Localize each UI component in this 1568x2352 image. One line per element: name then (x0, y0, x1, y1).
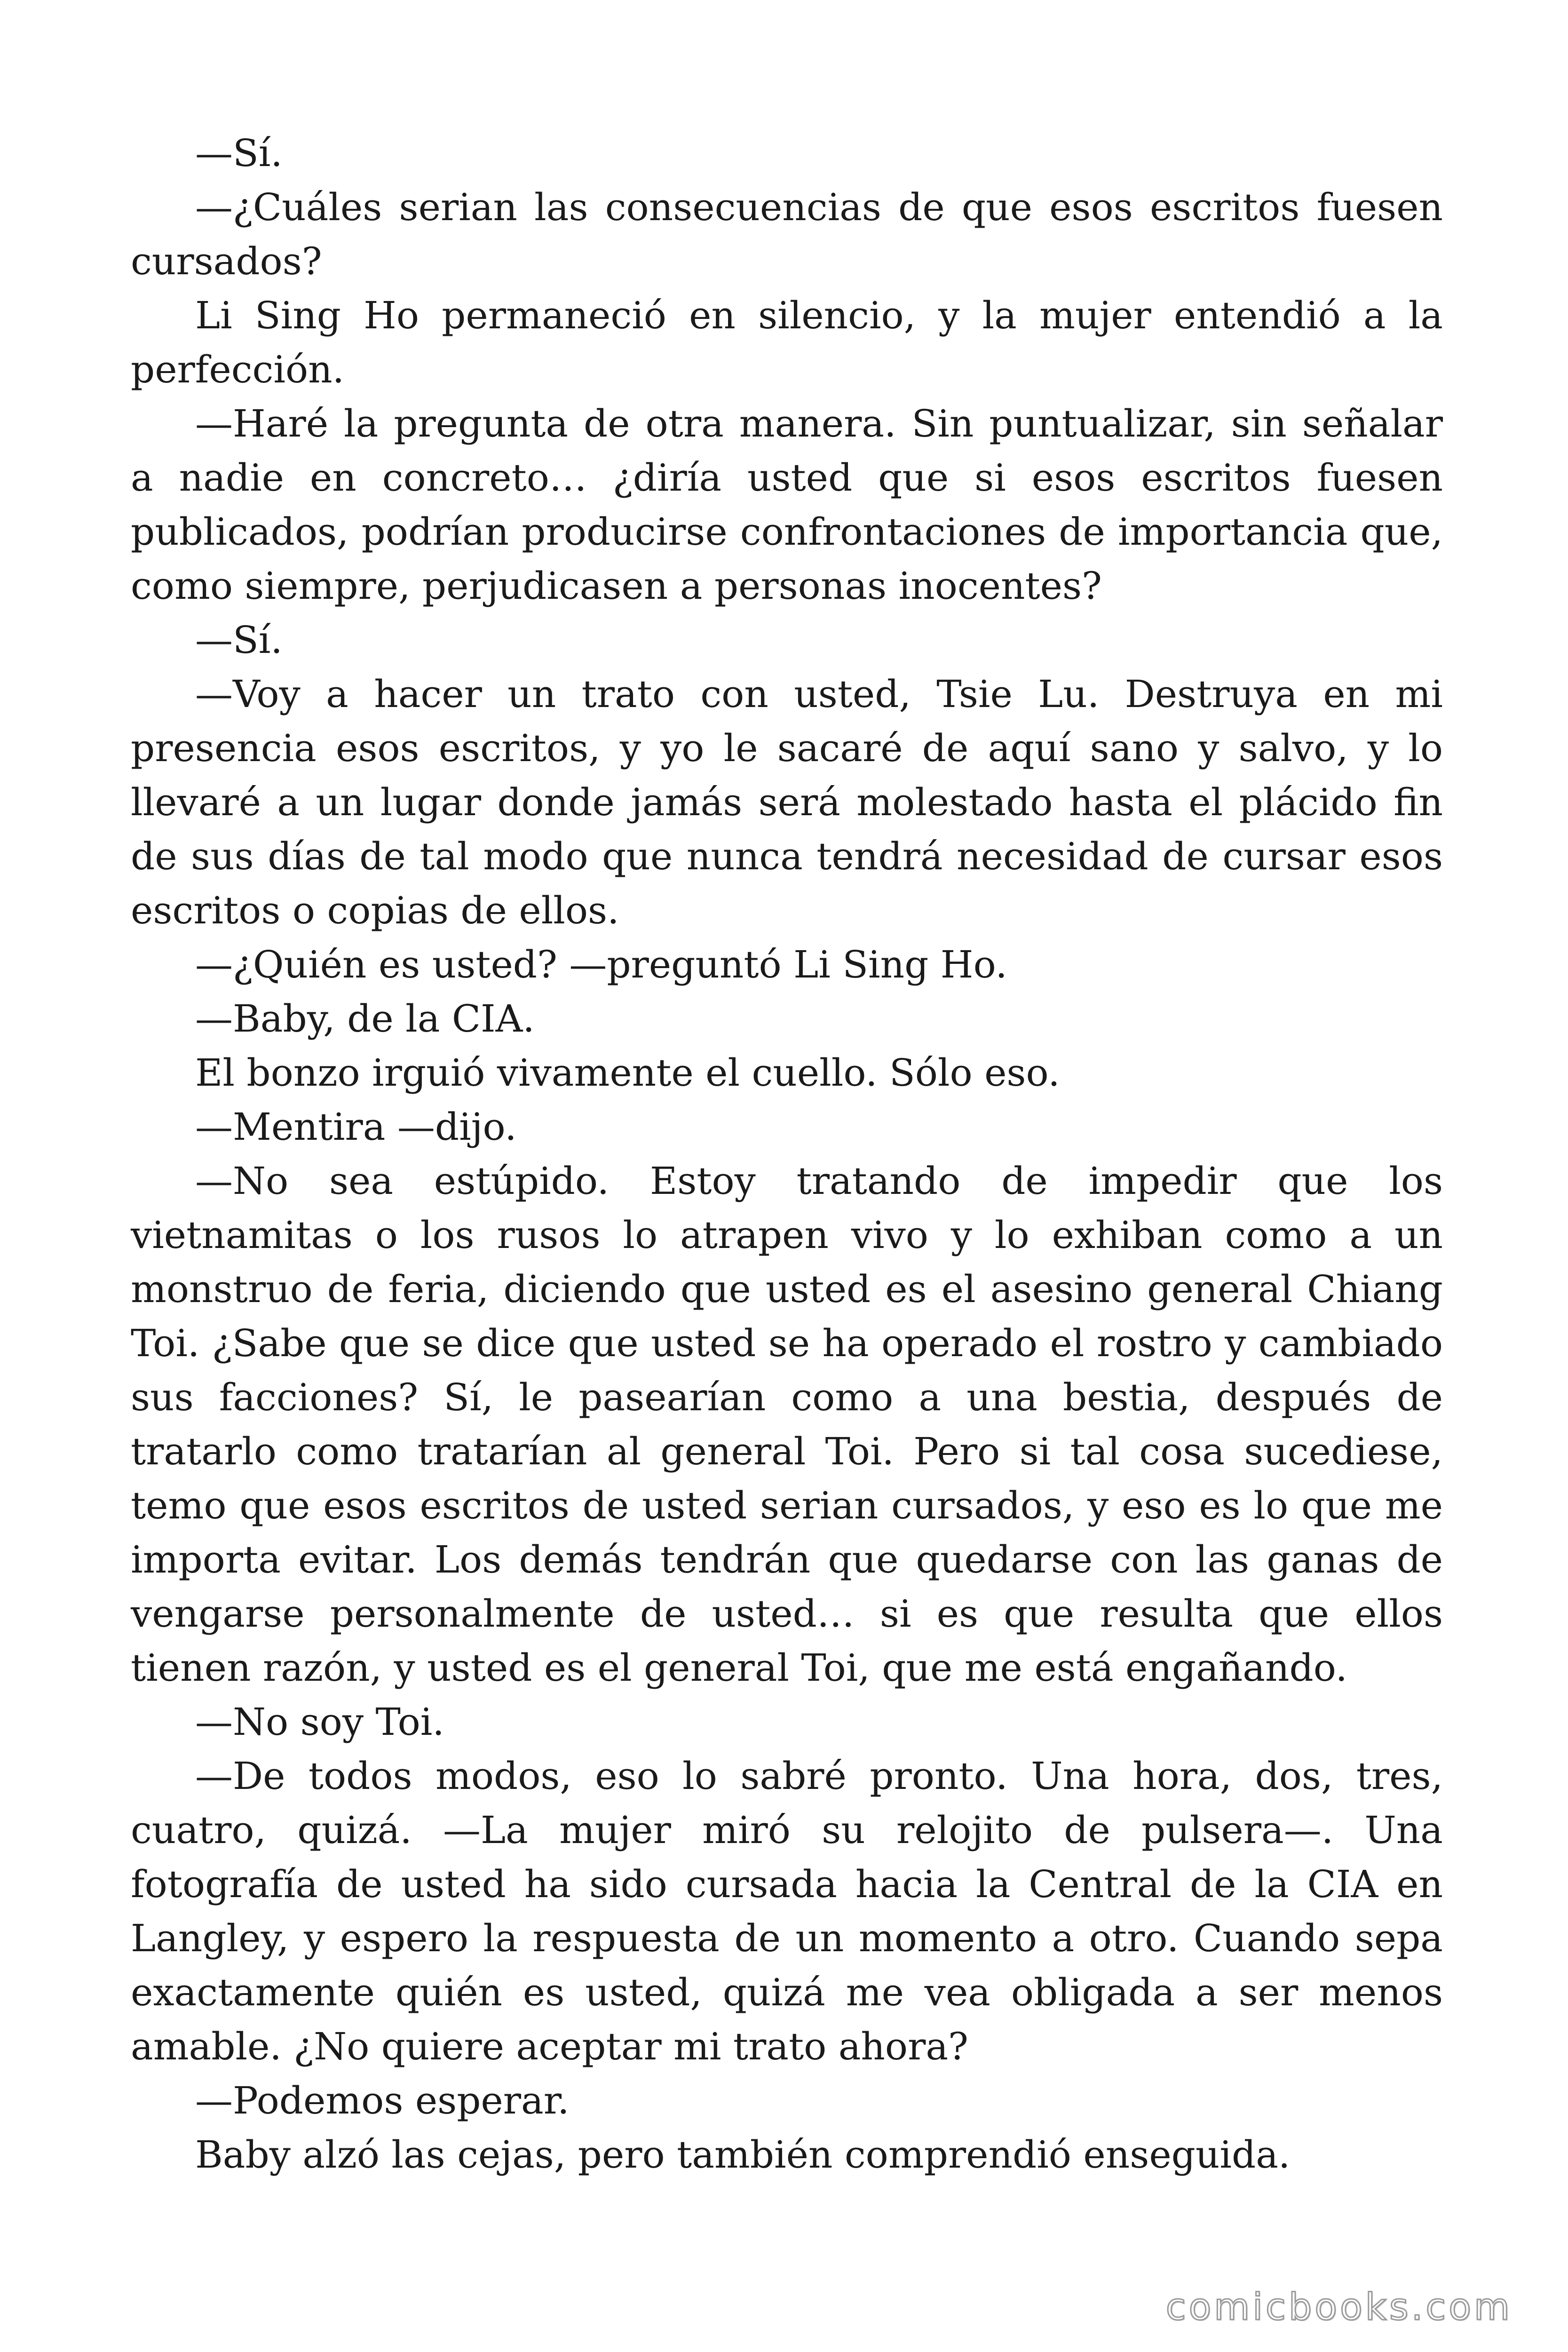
body-text (131, 126, 1443, 2182)
paragraph: —Sí. (195, 618, 283, 662)
paragraph: —No soy Toi. (195, 1700, 444, 1744)
paragraph: Li Sing Ho permaneció en silencio, y la mujer entendió a la perfección. (131, 294, 1443, 391)
paragraph: —Sí. (195, 131, 283, 175)
paragraph: —Baby, de la CIA. (195, 997, 535, 1041)
paragraph: —Voy a hacer un trato con usted, Tsie Lu. Destruya en mi presencia esos escritos, y yo le sacaré de aquí sano y salvo, y lo llevaré a un lugar donde jamás será molestado hasta el plácido fin de sus días de tal modo que nunca tendrá necesidad de cursar esos escritos o copias de ellos. (131, 672, 1443, 932)
paragraph: —¿Quién es usted? —preguntó Li Sing Ho. (195, 943, 1007, 986)
paragraph: —Haré la pregunta de otra manera. Sin puntualizar, sin señalar a nadie en concreto… ¿diría usted que si esos escritos fuesen publicados, podrían producirse confrontaciones de importancia que, como siempre, perjudicasen a personas inocentes? (131, 402, 1443, 608)
paragraph: —De todos modos, eso lo sabré pronto. Una hora, dos, tres, cuatro, quizá. —La mujer miró su relojito de pulsera—. Una fotografía de usted ha sido cursada hacia la Central de la CIA en Langley, y espero la respuesta de un momento a otro. Cuando sepa exactamente quién es usted, quizá me vea obligada a ser menos amable. ¿No quiere aceptar mi trato ahora? (131, 1754, 1443, 2068)
paragraph: —Mentira —dijo. (195, 1105, 517, 1149)
paragraph: —¿Cuáles serian las consecuencias de que esos escritos fuesen cursados? (131, 185, 1443, 283)
watermark: comicbooks.com (1165, 2286, 1513, 2328)
paragraph: Baby alzó las cejas, pero también comprendió enseguida. (195, 2133, 1291, 2177)
paragraph: El bonzo irguió vivamente el cuello. Sólo eso. (195, 1051, 1060, 1095)
paragraph: —Podemos esperar. (195, 2079, 570, 2122)
paragraph: —No sea estúpido. Estoy tratando de impedir que los vietnamitas o los rusos lo atrapen vivo y lo exhiban como a un monstruo de feria, diciendo que usted es el asesino general Chiang Toi. ¿Sabe que se dice que usted se ha operado el rostro y cambiado sus facciones? Sí, le pasearían como a una bestia, después de tratarlo como tratarían al general Toi. Pero si tal cosa sucediese, temo que esos escritos de usted serian cursados, y eso es lo que me importa evitar. Los demás tendrán que quedarse con las ganas de vengarse personalmente de usted… si es que resulta que ellos tienen razón, y usted es el general Toi, que me está engañando. (131, 1159, 1443, 1690)
